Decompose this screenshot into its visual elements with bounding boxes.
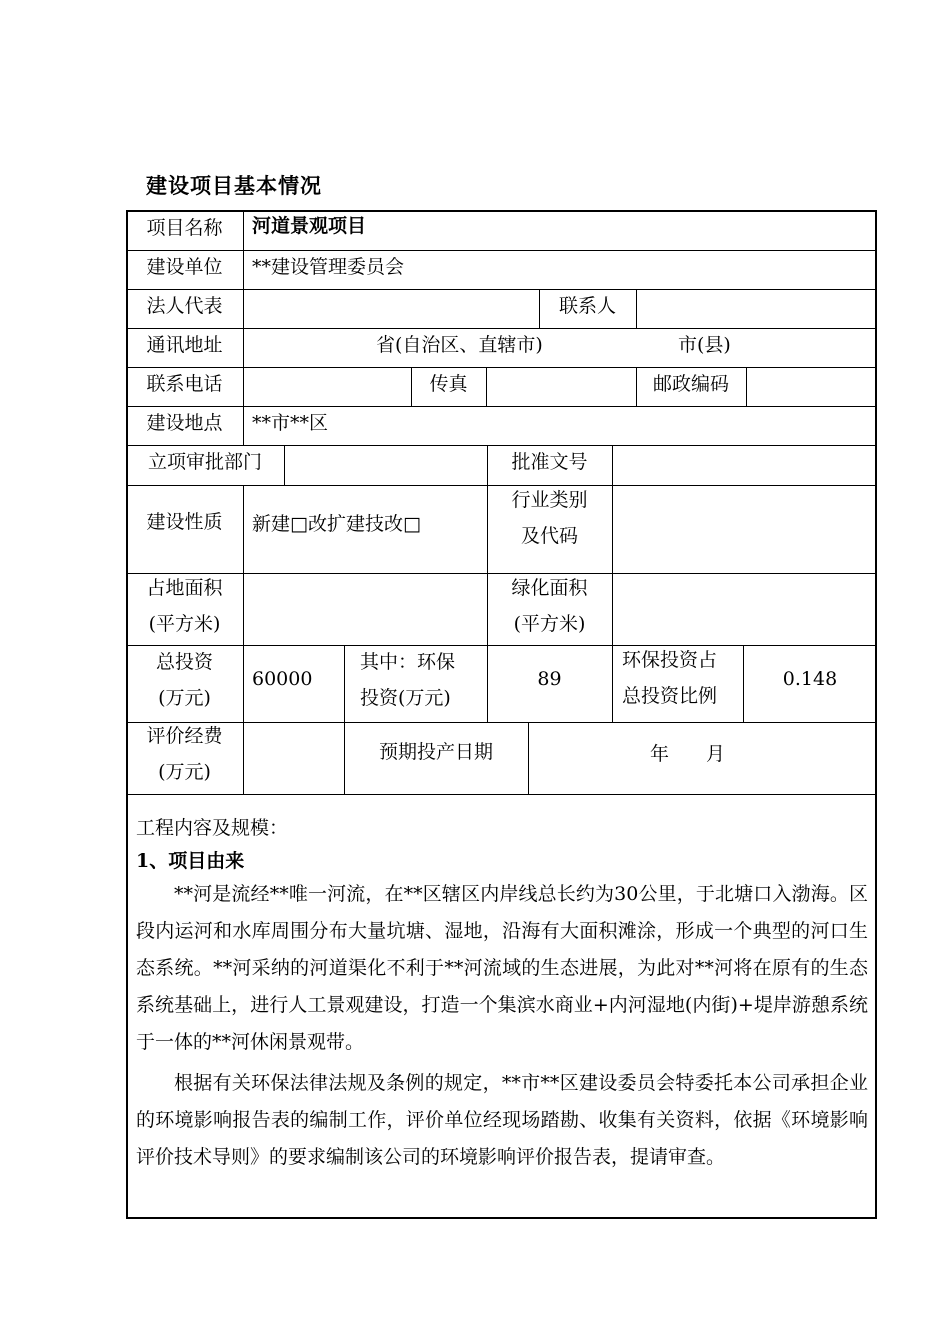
col-divider — [243, 485, 244, 794]
fax-label: 传真 — [429, 373, 468, 395]
area-label-line2: (平方米) — [148, 613, 221, 635]
col-divider — [243, 210, 244, 445]
env-investment-value: 89 — [537, 668, 562, 690]
legal-rep-label: 法人代表 — [146, 295, 223, 317]
green-label-line2: (平方米) — [513, 613, 586, 635]
production-date-label: 预期投产日期 — [378, 741, 493, 763]
project-name-value: 河道景观项目 — [252, 215, 367, 237]
investment-value: 60000 — [252, 668, 313, 690]
body-paragraph: **河是流经**唯一河流，在**区辖区内岸线总长约为30公里，于北塘口入渤海。区段内运河和水库周围分布大量坑塘、湿地，沿海有大面积滩涂，形成一个典型的河口生态系统。**河采纳的河道渠化不利于**河流域的生态进展，为此对**河将在原有的生态系统基础上，进行人工景观建设，打造一个集滨水商业+内河湿地(内街)+堤岸游憩系统于一体的**河休闲景观带。 — [136, 883, 868, 1053]
fee-label-line2: (万元) — [158, 761, 211, 783]
ratio-value: 0.148 — [782, 668, 838, 690]
investment-label-line1: 总投资 — [155, 651, 213, 673]
industry-label-line1: 行业类别 — [511, 489, 588, 511]
doc-no-label: 批准文号 — [511, 451, 588, 473]
env-investment-label-line2: 投资(万元) — [360, 687, 451, 709]
col-divider — [612, 645, 613, 722]
nature-label: 建设性质 — [146, 511, 223, 533]
col-divider — [486, 367, 487, 406]
address-province: 省(自治区、直辖市) — [376, 334, 543, 356]
col-divider — [344, 645, 345, 794]
row-divider — [126, 794, 877, 795]
address-label: 通讯地址 — [146, 334, 223, 356]
env-investment-label-line1: 其中：环保 — [360, 651, 456, 673]
contact-label: 联系人 — [558, 295, 616, 317]
ratio-label-line2: 总投资比例 — [622, 685, 718, 707]
project-name-label: 项目名称 — [146, 217, 223, 239]
area-label-line1: 占地面积 — [146, 577, 223, 599]
nature-value: 新建□改扩建技改□ — [252, 513, 421, 535]
body-paragraph: 根据有关环保法律法规及条例的规定，**市**区建设委员会特委托本公司承担企业的环境影响报告表的编制工作，评价单位经现场踏勘、收集有关资料，依据《环境影响评价技术导则》的要求编制该公司的环境影响评价报告表，提请审查。 — [136, 1072, 868, 1168]
month-label: 月 — [706, 743, 726, 765]
col-divider — [528, 722, 529, 794]
builder-label: 建设单位 — [146, 256, 223, 278]
col-divider — [612, 445, 613, 645]
builder-value: **建设管理委员会 — [252, 256, 405, 278]
green-label-line1: 绿化面积 — [511, 577, 588, 599]
section-title: 1、项目由来 — [136, 850, 245, 872]
address-city: 市(县) — [678, 334, 731, 356]
ratio-label-line1: 环保投资占 — [622, 649, 718, 671]
col-divider — [636, 289, 637, 328]
col-divider — [746, 367, 747, 406]
phone-label: 联系电话 — [146, 373, 223, 395]
content-heading: 工程内容及规模： — [136, 817, 289, 839]
location-value: **市**区 — [252, 412, 329, 434]
industry-label-line2: 及代码 — [520, 525, 578, 547]
fee-label-line1: 评价经费 — [146, 725, 223, 747]
postcode-label: 邮政编码 — [652, 373, 729, 395]
investment-label-line2: (万元) — [158, 687, 211, 709]
approval-label: 立项审批部门 — [147, 451, 262, 473]
location-label: 建设地点 — [146, 412, 223, 434]
doc-title: 建设项目基本情况 — [146, 173, 322, 198]
col-divider — [284, 445, 285, 485]
year-label: 年 — [650, 743, 670, 765]
